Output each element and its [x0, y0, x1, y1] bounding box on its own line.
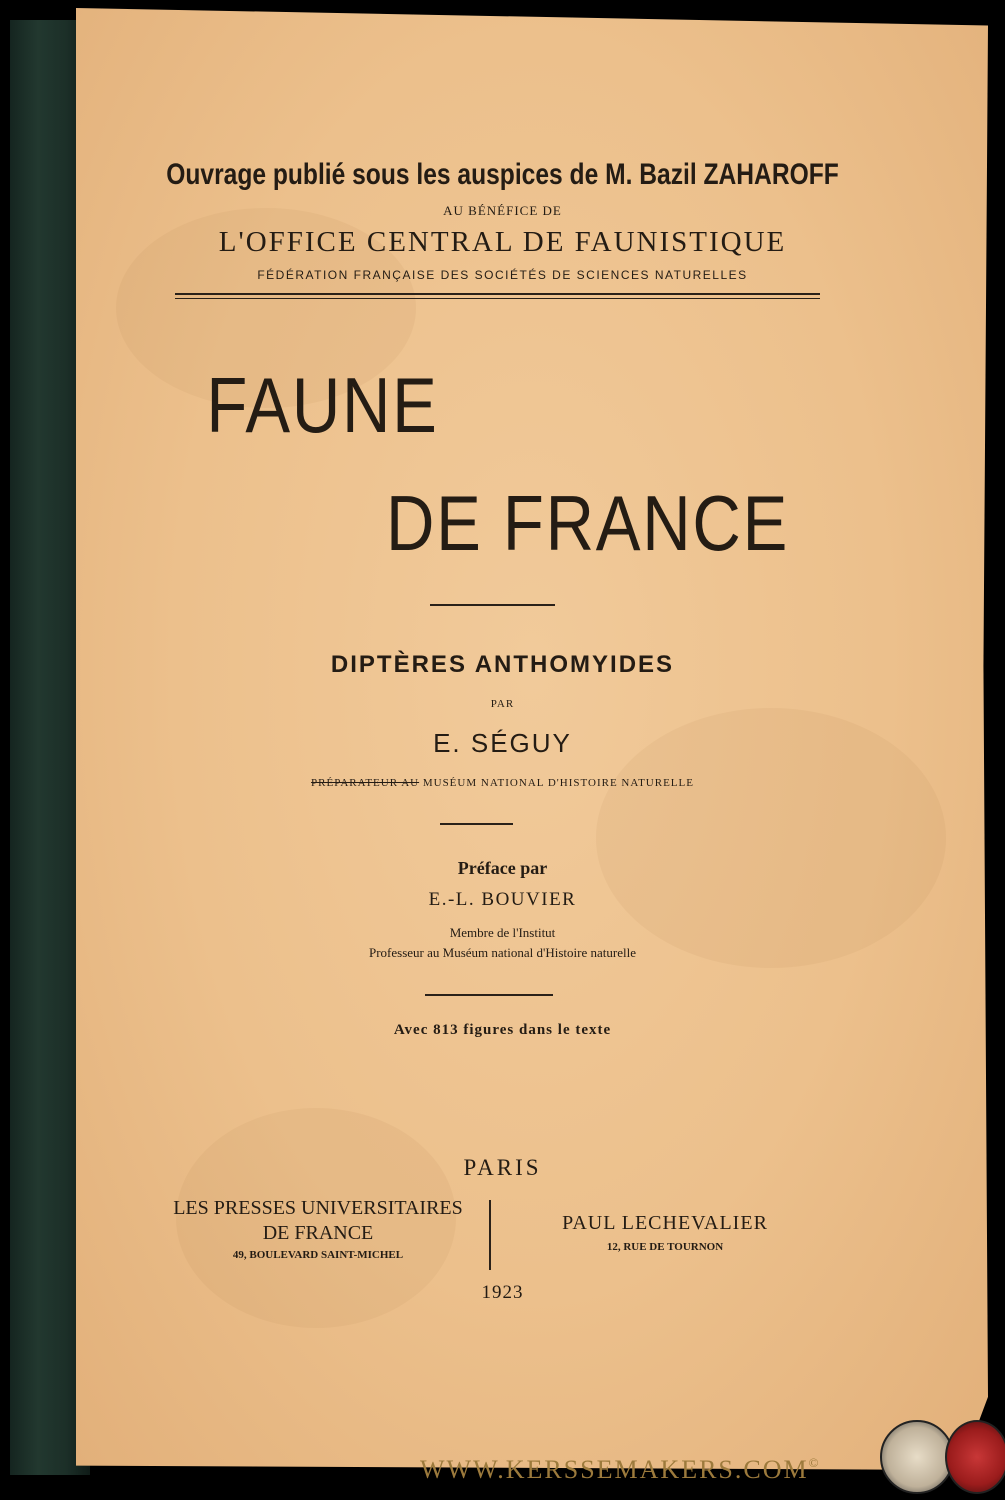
- struck-title: PRÉPARATEUR AU: [311, 777, 420, 789]
- watermark-text: WWW.KERSSEMAKERS.COM: [420, 1455, 809, 1484]
- sponsor-line: Ouvrage publié sous les auspices de M. Bazil ZAHAROFF: [166, 158, 839, 191]
- shield-icon: [945, 1420, 1005, 1494]
- preface-role-2: Professeur au Muséum national d'Histoire naturelle: [369, 945, 636, 960]
- author-affiliation: MUSÉUM NATIONAL D'HISTOIRE NATURELLE: [422, 777, 694, 789]
- imprint-left: [148, 1197, 488, 1261]
- author-affiliation-line: [0, 777, 1005, 789]
- author-name: E. SÉGUY: [433, 728, 572, 758]
- preface-label: Préface par: [457, 858, 548, 878]
- par-label: PAR: [490, 698, 515, 710]
- publisher-left-1: LES PRESSES UNIVERSITAIRES: [173, 1197, 463, 1219]
- subtitle: DIPTÈRES ANTHOMYIDES: [330, 651, 675, 678]
- header-rule-2: [175, 298, 820, 299]
- seal-icon: [880, 1420, 954, 1494]
- publisher-left-address: 49, BOULEVARD SAINT-MICHEL: [232, 1249, 404, 1261]
- title-line-1: FAUNE: [206, 361, 439, 449]
- publisher-right-address: 12, RUE DE TOURNON: [606, 1241, 724, 1253]
- preface-author: E.-L. BOUVIER: [428, 889, 577, 910]
- title-line-2: DE FRANCE: [385, 479, 790, 567]
- preface-role-1: Membre de l'Institut: [449, 925, 556, 940]
- publisher-right: PAUL LECHEVALIER: [562, 1212, 768, 1234]
- imprint-divider: [489, 1200, 491, 1270]
- imprint-right: [520, 1212, 810, 1253]
- office-title: L'OFFICE CENTRAL DE FAUNISTIQUE: [218, 226, 787, 258]
- preface-rule: [425, 994, 553, 996]
- author-rule: [440, 823, 513, 825]
- title-rule: [430, 604, 555, 606]
- publication-year: 1923: [481, 1282, 524, 1303]
- benefit-line: AU BÉNÉFICE DE: [443, 203, 562, 218]
- imprint-city: PARIS: [463, 1155, 542, 1180]
- watermark-url: [420, 1455, 821, 1485]
- publisher-left-2: DE FRANCE: [262, 1222, 374, 1244]
- federation-line: FÉDÉRATION FRANÇAISE DES SOCIÉTÉS DE SCIENCES NATURELLES: [257, 268, 748, 282]
- figures-note: Avec 813 figures dans le texte: [393, 1022, 612, 1038]
- copyright-symbol: ©: [808, 1455, 821, 1470]
- header-rule: [175, 293, 820, 295]
